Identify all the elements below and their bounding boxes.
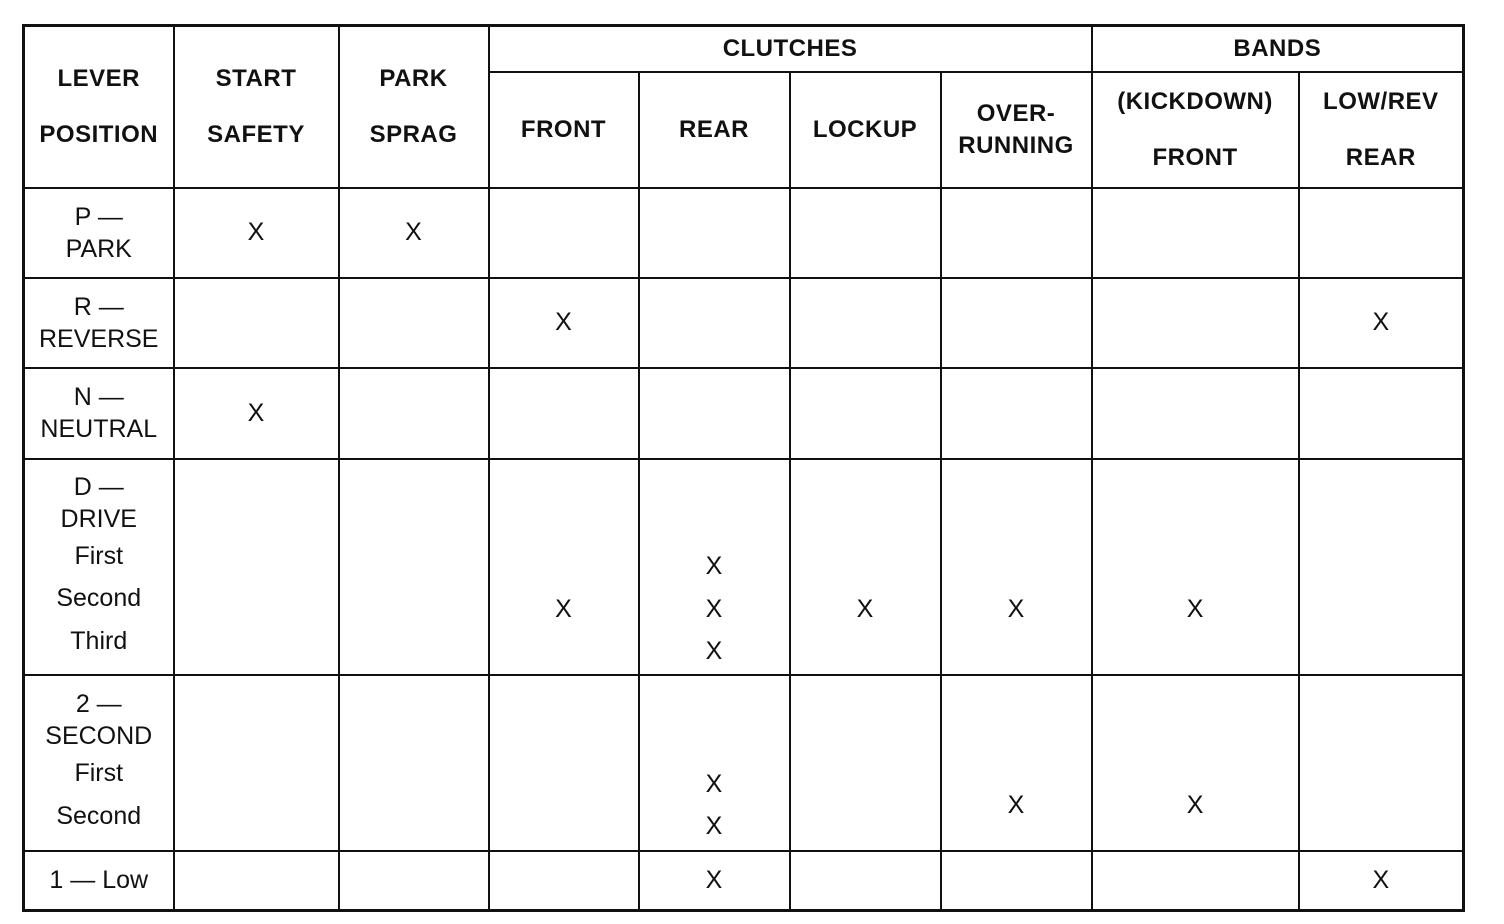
lever-label: 2 — (75, 690, 122, 718)
lever-label: R — (73, 292, 124, 321)
lockup-clutch-cell (790, 188, 941, 278)
header-text: SPRAG (369, 120, 458, 148)
header-row-group (24, 26, 1464, 72)
gear-mark: X (856, 594, 874, 623)
lever-label: PARK (65, 234, 132, 263)
lever-label: D — (73, 472, 124, 501)
kickdown-band-cell (1092, 188, 1299, 278)
park-sprag-cell (339, 675, 489, 851)
lever-label: REVERSE (39, 324, 159, 353)
kickdown-band-cell (1092, 278, 1299, 368)
header-kickdown-front (1092, 72, 1299, 188)
header-clutches: CLUTCHES (489, 26, 1092, 72)
gear-mark: X (705, 552, 723, 581)
low-rev-band-cell (1299, 675, 1464, 851)
front-clutch-cell (489, 188, 639, 278)
front-clutch-cell (489, 675, 639, 851)
lockup-clutch-cell (790, 851, 941, 911)
gear-label: First (74, 759, 124, 787)
lever-position-cell (24, 278, 174, 368)
header-text: FRONT (1152, 143, 1238, 171)
table-row (24, 851, 1464, 911)
park-sprag-cell (339, 459, 489, 675)
kickdown-band-cell (1092, 851, 1299, 911)
start-safety-cell (174, 278, 339, 368)
lever-label: SECOND (45, 722, 153, 750)
lever-position-cell (24, 675, 174, 851)
gear-mark: X (705, 637, 723, 666)
park-sprag-cell (339, 851, 489, 911)
lockup-clutch-cell (790, 459, 941, 675)
lever-position-cell: 1 — Low (24, 851, 174, 911)
lever-label: DRIVE (60, 504, 137, 533)
low-rev-band-cell (1299, 459, 1464, 675)
gear-mark: X (705, 812, 723, 840)
table-row (24, 368, 1464, 459)
front-clutch-cell (489, 368, 639, 459)
rear-clutch-cell (639, 368, 790, 459)
gear-label: First (74, 541, 124, 570)
header-text: LEVER (57, 64, 140, 92)
park-sprag-cell (339, 278, 489, 368)
gear-label: Third (70, 626, 128, 655)
header-front: FRONT (489, 72, 639, 188)
rear-clutch-cell (639, 675, 790, 851)
park-sprag-cell (339, 368, 489, 459)
overrunning-clutch-cell (941, 368, 1092, 459)
gear-label: Second (56, 584, 142, 613)
start-safety-cell (174, 459, 339, 675)
lockup-clutch-cell (790, 368, 941, 459)
rear-clutch-cell (639, 188, 790, 278)
header-text: SAFETY (207, 120, 305, 148)
front-clutch-cell (489, 851, 639, 911)
rear-clutch-cell (639, 278, 790, 368)
lever-label: N — (73, 383, 124, 411)
gear-mark: X (705, 769, 723, 798)
rear-clutch-cell: X (639, 851, 790, 911)
low-rev-band-cell (1299, 188, 1464, 278)
overrunning-clutch-cell (941, 188, 1092, 278)
table-row (24, 675, 1464, 851)
lockup-clutch-cell (790, 675, 941, 851)
low-rev-band-cell: X (1299, 851, 1464, 911)
overrunning-clutch-cell (941, 675, 1092, 851)
header-text: REAR (1345, 143, 1416, 171)
start-safety-cell (174, 851, 339, 911)
header-bands: BANDS (1092, 26, 1464, 72)
lever-label: P — (74, 202, 123, 231)
low-rev-band-cell (1299, 368, 1464, 459)
gear-label: Second (56, 801, 142, 830)
lockup-clutch-cell (790, 278, 941, 368)
header-text: OVER- (976, 99, 1056, 127)
overrunning-clutch-cell (941, 278, 1092, 368)
header-low-rev-rear (1299, 72, 1464, 188)
kickdown-band-cell (1092, 368, 1299, 459)
lever-label: NEUTRAL (40, 415, 158, 443)
overrunning-clutch-cell (941, 459, 1092, 675)
header-text: LOW/REV (1323, 87, 1439, 115)
gear-mark: X (1186, 594, 1204, 623)
front-clutch-cell (489, 459, 639, 675)
header-start-safety (174, 26, 339, 188)
gear-mark: X (1007, 790, 1025, 819)
overrunning-clutch-cell (941, 851, 1092, 911)
lever-position-cell (24, 368, 174, 459)
low-rev-band-cell: X (1299, 278, 1464, 368)
table-row (24, 188, 1464, 278)
lever-position-cell (24, 459, 174, 675)
kickdown-band-cell (1092, 459, 1299, 675)
header-lever-position (24, 26, 174, 188)
gear-mark: X (705, 594, 723, 623)
header-text: (KICKDOWN) (1117, 87, 1273, 115)
header-text: POSITION (39, 120, 159, 148)
header-overrunning (941, 72, 1092, 188)
gear-mark: X (1007, 594, 1025, 623)
transmission-application-chart (22, 24, 1465, 912)
header-lockup: LOCKUP (790, 72, 941, 188)
rear-clutch-cell (639, 459, 790, 675)
park-sprag-cell: X (339, 188, 489, 278)
gear-mark: X (1186, 790, 1204, 819)
front-clutch-cell: X (489, 278, 639, 368)
start-safety-cell: X (174, 368, 339, 459)
header-park-sprag (339, 26, 489, 188)
table-row (24, 278, 1464, 368)
start-safety-cell: X (174, 188, 339, 278)
table-row (24, 459, 1464, 675)
header-rear: REAR (639, 72, 790, 188)
lever-position-cell (24, 188, 174, 278)
kickdown-band-cell (1092, 675, 1299, 851)
table-container (22, 24, 1462, 909)
header-text: RUNNING (958, 131, 1074, 159)
gear-mark: X (555, 594, 572, 623)
start-safety-cell (174, 675, 339, 851)
header-text: PARK (379, 64, 448, 92)
header-text: START (215, 64, 297, 92)
